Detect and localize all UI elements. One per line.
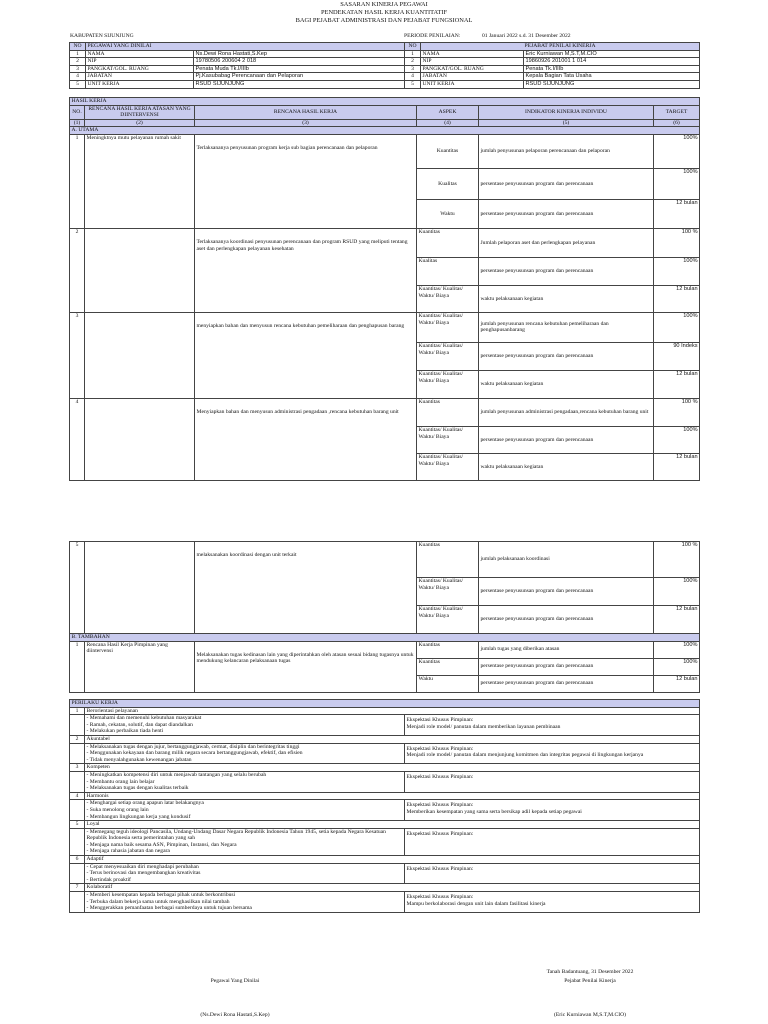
perilaku-blank [70, 743, 85, 764]
perilaku-ekspektasi [405, 828, 700, 855]
perilaku-name: Loyal [85, 821, 700, 829]
perilaku-blank [70, 892, 85, 913]
task-target: 12 bulan [654, 370, 700, 398]
task-target: 100 % [654, 398, 700, 426]
task-rencana: menyiapkan bahan dan menyusun rencana kebutuhan pemeliharaan dan penghapusan barang [195, 312, 417, 398]
task-target: 100% [654, 312, 700, 342]
perilaku-points [85, 743, 405, 764]
column-number: (4) [417, 119, 479, 127]
ekspektasi-label: Ekspektasi Khusus Pimpinan: [406, 773, 474, 780]
perilaku-ekspektasi [405, 863, 700, 884]
sign-left-name: (Ns.Dewi Rona Hastati,S.Kep) [200, 1012, 270, 1018]
ekspektasi-value: Mampu berkolaborasi dengan unit lain dalam fasilitasi kinerja [406, 900, 546, 907]
column-header: TARGET [654, 105, 700, 119]
perilaku-blank [70, 771, 85, 792]
task-indikator: waktu pelaksanaan kegiatan [479, 285, 654, 312]
ekspektasi-value: Menjadi role model/ panutan dalam memberikan layanan pembinaan [406, 723, 561, 730]
task-rencana: Terlaksananya koordinasi penyusunan perencanaan dan program RSUD yang meliputi tentang aset dan perlengkapan pelayanan kesehatan [195, 228, 417, 312]
penilai-value: Penata Tk.I/IIIb [524, 65, 700, 73]
task-indikator: persentase penyusunsan program dan perencanaan [479, 257, 654, 285]
task-aspek: Kuantitas/ Kualitas/ Waktu/ Biaya [417, 285, 479, 312]
perilaku-name: Akuntabel [85, 735, 700, 743]
perilaku-point: - Melaksanakan tugas dengan kualitas terbaik [86, 785, 189, 792]
task-indikator: jumlah penyusunan pelaporan perencanaan dan pelaporan [479, 134, 654, 168]
perilaku-point: - Suka menolong orang lain [86, 806, 149, 813]
task-target: 100 % [654, 542, 700, 578]
task-no: 2 [70, 228, 85, 312]
penilai-value: 19860926 201001 1 014 [524, 58, 700, 66]
dinilai-value: Ns.Dewi Rona Hastati,S.Kep [194, 50, 405, 58]
perilaku-no: 4 [70, 792, 85, 800]
task-target: 100% [654, 257, 700, 285]
task-aspek: Kuantitas/ Kualitas/ Waktu/ Biaya [417, 342, 479, 370]
perilaku-ekspektasi [405, 771, 700, 792]
dinilai-value: Pj.Kasubabag Perencanaan dan Pelaporan [194, 73, 405, 81]
perilaku-point: - Meningkatkan kompetensi diri untuk menjawab tantangan yang selalu berubah [86, 771, 267, 778]
task-target: 12 bulan [654, 199, 700, 228]
task-aspek: Kuantitas/ Kualitas/ Waktu/ Biaya [417, 453, 479, 480]
perilaku-table [69, 699, 700, 913]
identity-row [70, 73, 700, 81]
perilaku-blank [70, 828, 85, 855]
perilaku-no: 1 [70, 707, 85, 715]
identity-no: 2 [405, 58, 421, 66]
task-atasan [85, 312, 195, 398]
perilaku-point: - Menghargai setiap orang apapun latar belakangnya [86, 800, 204, 807]
column-header: RENCANA HASIL KERJA [195, 105, 417, 119]
perilaku-point: - Memegang teguh ideologi Pancasila, Undang-Undang Dasar Negara Republik Indonesia Tahun 1945, setia kepada Negara Kesatuan Republik Indonesia serta pemerintahan yang sah [86, 828, 386, 842]
hasil-kerja-row [70, 398, 700, 426]
identity-label: JABATAN [421, 73, 524, 81]
task-aspek: Kuantitas [417, 641, 479, 658]
task-aspek: Kuantitas/ Kualitas/ Waktu/ Biaya [417, 606, 479, 634]
identity-label: NAMA [86, 50, 194, 58]
task-indikator: persentase penyusunsan program dan perencanaan [479, 199, 654, 228]
perilaku-point: - Melakukan perbaikan tiada henti [86, 728, 164, 735]
task-indikator: persentase penyusunsan program dan perencanaan [479, 342, 654, 370]
task-indikator: jumlah penyusunan administrasi pengadaan,rencana kebutuhan barang unit [479, 398, 654, 426]
task-no: 3 [70, 312, 85, 398]
task-indikator: Jumlah pelaporan aset dan perlengkapan pelayanan [479, 228, 654, 257]
identity-no: 2 [70, 58, 86, 66]
perilaku-point: - Memberi kesempatan kepada berbagai pihak untuk berkontribusi [86, 892, 236, 899]
doc-title-1: SASARAN KINERJA PEGAWAI [340, 1, 428, 8]
column-header: NO. [70, 105, 85, 119]
doc-title-2: PENDEKATAN HASIL KERJA KUANTITATIF [320, 9, 447, 16]
task-target: 100% [654, 641, 700, 658]
task-aspek: Kuantitas [417, 398, 479, 426]
sign-right-name: (Eric Kurniawan M,S.T,M.CIO) [554, 1012, 626, 1018]
identity-row [70, 65, 700, 73]
task-atasan: Meningktnya mutu pelayanan rumah sakit [85, 134, 195, 228]
perilaku-blank [70, 715, 85, 736]
task-indikator: persentase penyusunsan program dan perencanaan [479, 578, 654, 606]
task-indikator: jumlah penyusunan rencana kebutuhan pemeliharaan dan penghapusanbarang [479, 312, 654, 342]
hasil-kerja-row [70, 312, 700, 342]
identity-no: 4 [405, 73, 421, 81]
identity-no: 1 [405, 50, 421, 58]
perilaku-point: - Melaksanakan tugas dengan jujur, bertanggungjawab, cermat, disiplin dan berintegritas tinggi [86, 743, 300, 750]
perilaku-point: - Bertindak proaktif [86, 876, 131, 883]
column-number: (3) [195, 119, 417, 127]
perilaku-name: Harmonis [85, 792, 700, 800]
task-no: 4 [70, 398, 85, 480]
task-no: 5 [70, 542, 85, 634]
hasil-kerja-table [69, 541, 700, 693]
perilaku-blank [70, 863, 85, 884]
ekspektasi-value: Menjadi role model/ panutan dalam menjunjung komitmen dan integritas pegawai di lingkungan kerjanya [406, 752, 644, 759]
perilaku-label: PERILAKU KERJA [70, 700, 700, 708]
task-target: 12 bulan [654, 453, 700, 480]
task-indikator: persentase penyusunsan program dan perencanaan [479, 426, 654, 453]
perilaku-name: Kompeten [85, 764, 700, 772]
identity-label: NIP [421, 58, 524, 66]
task-no: 1 [70, 641, 85, 692]
perilaku-point: - Menjaga rahasia jabatan dan negara [86, 848, 170, 855]
perilaku-point: - Terus berinovasi dan mengembangkan kreativitas [86, 870, 201, 877]
task-aspek: Kuantitas [417, 542, 479, 578]
task-target: 100% [654, 578, 700, 606]
ekspektasi-label: Ekspektasi Khusus Pimpinan: [406, 717, 474, 724]
task-indikator: jumlah pelaksanaan koordinasi [479, 542, 654, 578]
task-aspek: Waktu [417, 675, 479, 692]
column-header: INDIKATOR KINERJA INDIVIDU [479, 105, 654, 119]
task-indikator: waktu pelaksanaan kegiatan [479, 370, 654, 398]
penilai-value: RSUD SIJUNJUNG [524, 80, 700, 88]
identity-row [70, 58, 700, 66]
task-indikator: waktu pelaksanaan kegiatan [479, 453, 654, 480]
task-aspek: Kualitas [417, 257, 479, 285]
perilaku-blank [70, 800, 85, 821]
tambahan-label: B. TAMBAHAN [70, 634, 700, 642]
task-atasan [85, 228, 195, 312]
task-target: 12 bulan [654, 285, 700, 312]
perilaku-point: - Membangun lingkungan kerja yang kondusif [86, 813, 191, 820]
periode-label: PERIODE PENILAIAN: [404, 33, 461, 39]
task-atasan [85, 398, 195, 480]
perilaku-ekspektasi [405, 800, 700, 821]
perilaku-no: 2 [70, 735, 85, 743]
task-target: 100% [654, 134, 700, 168]
penilai-header: PEJABAT PENILAI KINERJA [421, 43, 700, 51]
instansi-label: KABUPATEN SIJUNJUNG [70, 33, 134, 39]
perilaku-point: - Menggerakkan pemanfaatan berbagai sumberdaya untuk tujuan bersama [86, 905, 252, 912]
task-rencana: Melaksanakan tugas kedinasan lain yang diperintahkan oleh atasan sesuai bidang tugasnya untuk mendukung kelancaran pelaksanaan tugas [195, 641, 417, 692]
task-target: 100% [654, 658, 700, 675]
perilaku-name: Berorientasi pelayanan [85, 707, 700, 715]
task-target: 12 bulan [654, 675, 700, 692]
task-rencana: Menyiapkan bahan dan menyusun administrasi pengadaan ,rencana kebutuhan barang unit [195, 398, 417, 480]
perilaku-ekspektasi [405, 743, 700, 764]
perilaku-point: - Tidak menyalahgunakan kewenangan jabatan [86, 756, 192, 763]
column-number: (5) [479, 119, 654, 127]
identity-label: JABATAN [86, 73, 194, 81]
identity-label: UNIT KERJA [86, 80, 194, 88]
identity-no: 3 [70, 65, 86, 73]
perilaku-name: Adaptif [85, 856, 700, 864]
task-indikator: persentase penyusunsan program dan perencanaan [479, 606, 654, 634]
perilaku-no: 5 [70, 821, 85, 829]
identity-label: PANGKAT/GOL. RUANG [421, 65, 524, 73]
column-number: (2) [85, 119, 195, 127]
perilaku-points [85, 892, 405, 913]
perilaku-no: 7 [70, 884, 85, 892]
identity-label: UNIT KERJA [421, 80, 524, 88]
dinilai-value: 19780506 200604 2 018 [194, 58, 405, 66]
perilaku-points [85, 715, 405, 736]
identity-no: 5 [405, 80, 421, 88]
ekspektasi-label: Ekspektasi Khusus Pimpinan: [406, 745, 474, 752]
identity-no: 3 [405, 65, 421, 73]
task-indikator: persentase penyusunsan program dan perencanaan [479, 658, 654, 675]
task-indikator: jumlah tugas yang diberikan atasan [479, 641, 654, 658]
identity-table [69, 42, 700, 89]
perilaku-points [85, 771, 405, 792]
task-aspek: Kuantitas/ Kualitas/ Waktu/ Biaya [417, 578, 479, 606]
identity-no: 4 [70, 73, 86, 81]
hasil-kerja-row [70, 228, 700, 257]
ekspektasi-label: Ekspektasi Khusus Pimpinan: [406, 865, 474, 872]
task-no: 1 [70, 134, 85, 228]
perilaku-point: - Membantu orang lain belajar [86, 778, 155, 785]
ekspektasi-label: Ekspektasi Khusus Pimpinan: [406, 894, 474, 901]
task-aspek: Kuantitas [417, 228, 479, 257]
doc-title-3: BAGI PEJABAT ADMINISTRASI DAN PEJABAT FUNGSIONAL [295, 17, 473, 24]
perilaku-point: - Memahami dan memenuhi kebutuhan masyarakat [86, 715, 202, 722]
sign-place-date: Tanah Badantuang, 31 Desember 2022 [546, 969, 634, 975]
identity-row [70, 50, 700, 58]
task-aspek: Kualitas [417, 168, 479, 199]
hasil-kerja-row [70, 134, 700, 168]
utama-label: A. UTAMA [70, 127, 700, 135]
task-target: 100% [654, 426, 700, 453]
sign-left-role: Pegawai Yang Dinilai [210, 978, 260, 984]
task-aspek: Waktu [417, 199, 479, 228]
penilai-value: Eric Kurniawan M,S.T,M.CIO [524, 50, 700, 58]
perilaku-no: 6 [70, 856, 85, 864]
perilaku-point: - Menggunakan kekayaan dan barang milik negara secara bertanggungjawab, efektif, dan efisien [86, 750, 303, 757]
task-rencana: Terlaksananya penyusunan program kerja sub bagian perencanaan dan pelaporan [195, 134, 417, 228]
identity-no-header: NO [70, 43, 86, 51]
task-aspek: Kuantitas/ Kualitas/ Waktu/ Biaya [417, 370, 479, 398]
hasil-kerja-label: HASIL KERJA [70, 98, 700, 106]
ekspektasi-value: Memberikan kesempatan yang sama serta bersikap adil kepada setiap pegawai [406, 808, 582, 815]
task-target: 100 % [654, 228, 700, 257]
identity-label: NIP [86, 58, 194, 66]
identity-label: PANGKAT/GOL. RUANG [86, 65, 194, 73]
dinilai-header: PEGAWAI YANG DINILAI [86, 43, 405, 51]
periode-value: 01 Januari 2022 s.d. 31 Desember 2022 [482, 33, 571, 39]
task-atasan: Rencana Hasil Kerja Pimpinan yang diintervensi [85, 641, 195, 692]
hasil-kerja-row [70, 542, 700, 578]
dinilai-value: Penata Muda Tk.I/IIIb [194, 65, 405, 73]
identity-no-header-2: NO [405, 43, 421, 51]
task-aspek: Kuantitas [417, 658, 479, 675]
identity-row [70, 80, 700, 88]
task-target: 12 bulan [654, 606, 700, 634]
identity-no: 1 [70, 50, 86, 58]
dinilai-value: RSUD SIJUNJUNG [194, 80, 405, 88]
sign-right-role: Pejabat Penilai Kinerja [564, 978, 616, 984]
identity-label: NAMA [421, 50, 524, 58]
perilaku-ekspektasi [405, 715, 700, 736]
task-aspek: Kuantitas [417, 134, 479, 168]
ekspektasi-label: Ekspektasi Khusus Pimpinan: [406, 802, 474, 809]
perilaku-points [85, 800, 405, 821]
hasil-kerja-row [70, 641, 700, 658]
perilaku-points [85, 828, 405, 855]
perilaku-name: Kolaboratif [85, 884, 700, 892]
perilaku-point: - Menjaga nama baik sesama ASN, Pimpinan, Instansi, dan Negara [86, 841, 237, 848]
column-header: ASPEK [417, 105, 479, 119]
column-number: (6) [654, 119, 700, 127]
penilai-value: Kepala Bagian Tata Usaha [524, 73, 700, 81]
ekspektasi-label: Ekspektasi Khusus Pimpinan: [406, 830, 474, 837]
task-aspek: Kuantitas/ Kualitas/ Waktu/ Biaya [417, 312, 479, 342]
task-target: 90 Indeks [654, 342, 700, 370]
task-rencana: melaksanakan koordinasi dengan unit terkait [195, 542, 417, 634]
perilaku-points [85, 863, 405, 884]
identity-no: 5 [70, 80, 86, 88]
task-aspek: Kuantitas/ Kualitas/ Waktu/ Biaya [417, 426, 479, 453]
task-indikator: persentase penyusunsan program dan perencanaan [479, 168, 654, 199]
perilaku-ekspektasi [405, 892, 700, 913]
task-atasan [85, 542, 195, 634]
task-target: 100% [654, 168, 700, 199]
task-indikator: persentase penyusunsan program dan perencanaan [479, 675, 654, 692]
perilaku-point: - Terbuka dalam bekerja sama untuk menghasilkan nilai tambah [86, 898, 230, 905]
column-number: (1) [70, 119, 85, 127]
perilaku-no: 3 [70, 764, 85, 772]
hasil-kerja-table [69, 97, 700, 481]
perilaku-point: - Ramah, cekatan, solutif, dan dapat diandalkan [86, 721, 193, 728]
column-header: RENCANA HASIL KERJA ATASAN YANG DIINTERVENSI [85, 105, 195, 119]
perilaku-point: - Cepat menyesuaikan diri menghadapi perubahan [86, 863, 199, 870]
